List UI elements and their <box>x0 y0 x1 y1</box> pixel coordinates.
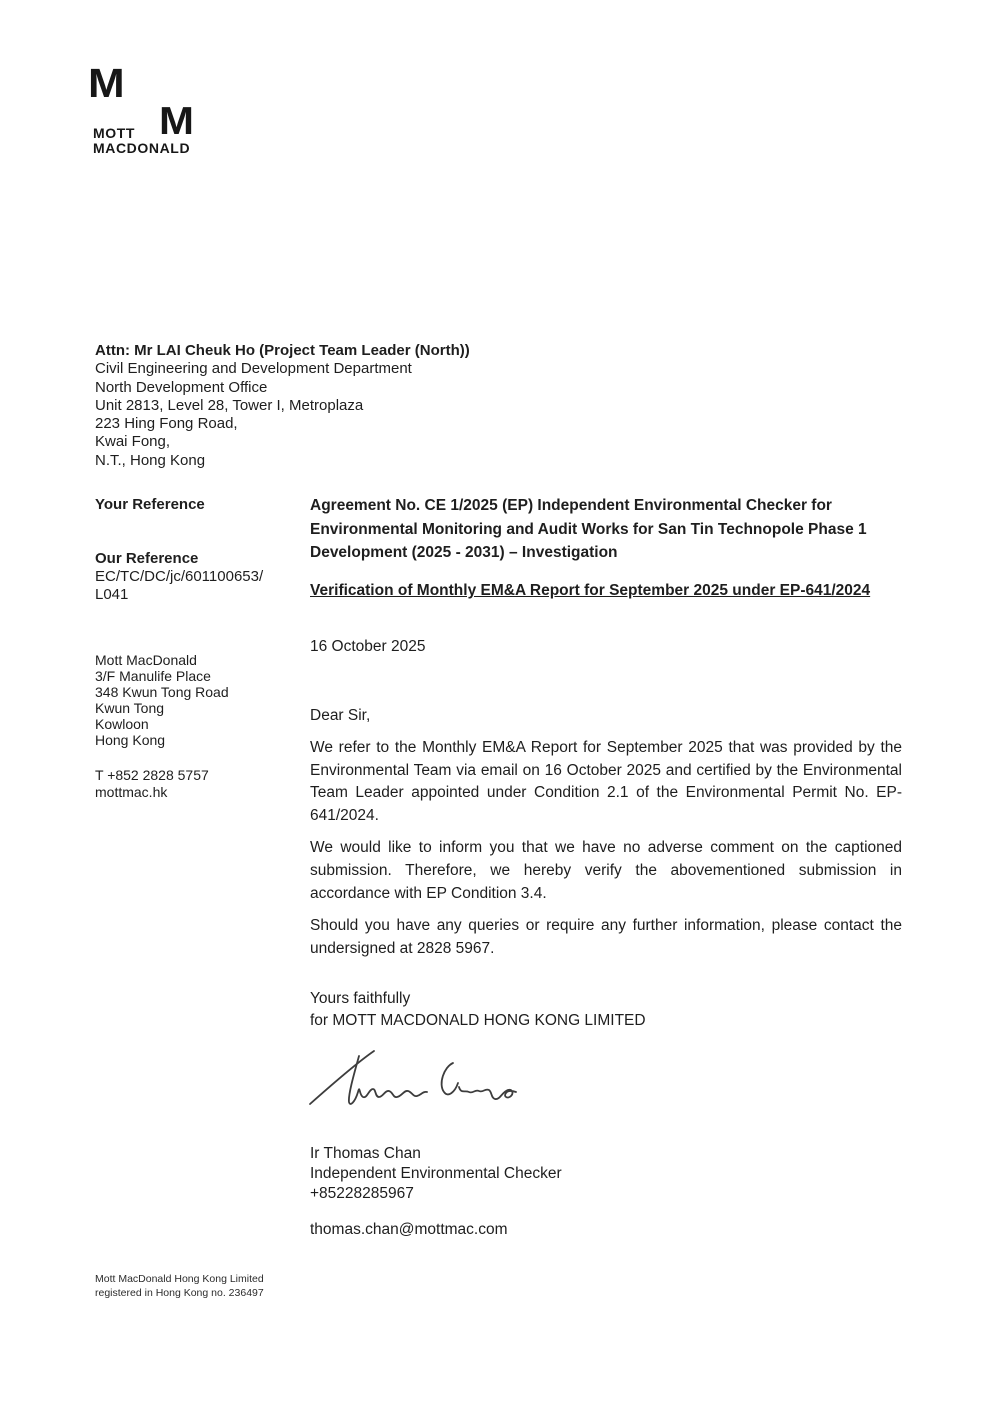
signatory-name: Ir Thomas Chan <box>310 1145 421 1162</box>
signatory-phone: +85228285967 <box>310 1185 414 1202</box>
salutation: Dear Sir, <box>310 707 371 724</box>
closing-company: for MOTT MACDONALD HONG KONG LIMITED <box>310 1012 646 1029</box>
valediction: Yours faithfully <box>310 990 411 1007</box>
recipient-line: Kwai Fong, <box>95 433 171 451</box>
sender-line: Kowloon <box>95 716 149 732</box>
recipient-line: Unit 2813, Level 28, Tower I, Metroplaza <box>95 396 364 414</box>
body-paragraph: We refer to the Monthly EM&A Report for September 2025 that was provided by the Environmental Team via email on 16 October 2025 and certified by the Environmental Team Leader appointed under Condition 2.1 of the Environmental Permit No. EP-641/2024. <box>310 739 902 824</box>
closing-block <box>310 988 646 1032</box>
sender-line: Mott MacDonald <box>95 652 197 668</box>
subject-verification-title: Verification of Monthly EM&A Report for September 2025 under EP-641/2024 <box>310 582 871 599</box>
our-reference-block <box>95 550 263 604</box>
sender-line: Kwun Tong <box>95 700 165 716</box>
letter-body <box>310 737 902 970</box>
logo-wordmark-line2: MACDONALD <box>93 140 191 156</box>
logo-m-icon: M <box>159 98 194 143</box>
sender-line: 3/F Manulife Place <box>95 668 211 684</box>
signatory-block <box>310 1144 562 1204</box>
sender-address <box>95 652 229 748</box>
letter-date: 16 October 2025 <box>310 638 426 655</box>
footer-registration: registered in Hong Kong no. 236497 <box>95 1286 264 1299</box>
registration-footer <box>95 1273 264 1300</box>
recipient-line: Civil Engineering and Development Department <box>95 360 412 378</box>
your-reference-label: Your Reference <box>95 496 205 513</box>
recipient-line: North Development Office <box>95 378 268 396</box>
attn-line: Attn: Mr LAI Cheuk Ho (Project Team Leader (North)) <box>95 342 470 359</box>
sender-line: Hong Kong <box>95 732 166 748</box>
recipient-line: 223 Hing Fong Road, <box>95 415 238 433</box>
logo-m-icon: M <box>88 61 125 107</box>
our-reference-value: L041 <box>95 586 129 603</box>
our-reference-value: EC/TC/DC/jc/601100653/ <box>95 568 264 585</box>
logo-wordmark-line1: MOTT <box>93 125 136 141</box>
logo-wordmark <box>93 126 190 156</box>
recipient-line: N.T., Hong Kong <box>95 451 206 469</box>
sender-line: 348 Kwun Tong Road <box>95 684 229 700</box>
body-paragraph: We would like to inform you that we have no adverse comment on the captioned submission. Therefore, we hereby verify the abovementioned submission in accordance with EP Condition 3.4. <box>310 839 902 902</box>
sender-website: mottmac.hk <box>95 784 168 800</box>
sender-phone: T +852 2828 5757 <box>95 767 209 783</box>
body-paragraph: Should you have any queries or require any further information, please contact the undersigned at 2828 5967. <box>310 917 902 957</box>
signature-image <box>303 1040 521 1122</box>
sender-contact <box>95 767 209 801</box>
recipient-address <box>95 342 470 470</box>
signatory-title: Independent Environmental Checker <box>310 1165 562 1182</box>
subject-agreement-title: Agreement No. CE 1/2025 (EP) Independent Environmental Checker for Environmental Monitoring and Audit Works for San Tin Technopole Phase 1 Development (2025 - 2031) – Investigation <box>310 497 867 561</box>
our-reference-label: Our Reference <box>95 550 199 567</box>
footer-company: Mott MacDonald Hong Kong Limited <box>95 1273 264 1285</box>
signatory-email: thomas.chan@mottmac.com <box>310 1221 508 1238</box>
